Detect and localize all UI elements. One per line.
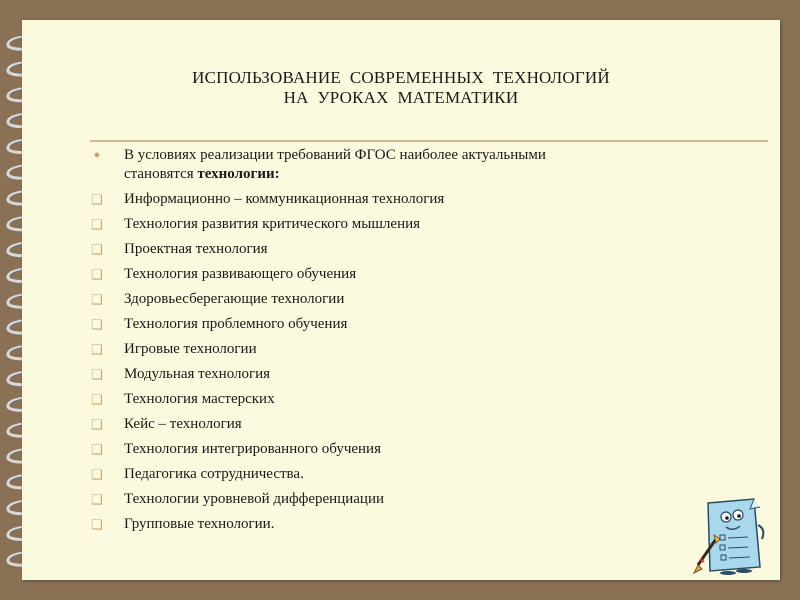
list-item xyxy=(91,390,724,409)
square-bullet-icon: ❑ xyxy=(91,492,103,507)
list-item-label: Технология проблемного обучения xyxy=(124,316,348,332)
list-item xyxy=(91,240,724,259)
square-bullet-icon: ❑ xyxy=(91,192,103,207)
divider xyxy=(90,140,768,142)
square-bullet-icon: ❑ xyxy=(91,317,103,332)
list-item xyxy=(91,440,724,459)
list-item xyxy=(91,315,724,334)
list-item xyxy=(91,515,724,534)
list-item xyxy=(91,490,724,509)
square-bullet-icon: ❑ xyxy=(91,342,103,357)
list-item xyxy=(91,190,724,209)
list-item-label: Игровые технологии xyxy=(124,341,257,357)
square-bullet-icon: ❑ xyxy=(91,217,103,232)
square-bullet-icon: ❑ xyxy=(91,517,103,532)
square-bullet-icon: ❑ xyxy=(91,367,103,382)
page-title xyxy=(22,68,780,108)
title-line-1: ИСПОЛЬЗОВАНИЕ СОВРЕМЕННЫХ ТЕХНОЛОГИЙ xyxy=(192,68,610,87)
square-bullet-icon: ❑ xyxy=(91,417,103,432)
list-item xyxy=(91,365,724,384)
square-bullet-icon: ❑ xyxy=(91,467,103,482)
list-item xyxy=(91,415,724,434)
square-bullet-icon: ❑ xyxy=(91,267,103,282)
list-item-label: Педагогика сотрудничества. xyxy=(124,466,304,482)
square-bullet-icon: ❑ xyxy=(91,242,103,257)
list-item-label: Технология интегрированного обучения xyxy=(124,441,381,457)
title-line-2: НА УРОКАХ МАТЕМАТИКИ xyxy=(283,88,519,107)
intro-item xyxy=(93,146,724,184)
list-item-label: Модульная технология xyxy=(124,366,271,382)
list-item-label: Проектная технология xyxy=(124,241,268,257)
list-item-label: Технологии уровневой дифференциации xyxy=(124,491,384,507)
intro-line-2-prefix: становятся xyxy=(124,166,198,182)
list-item-label: Технология мастерских xyxy=(124,391,275,407)
list-item xyxy=(91,265,724,284)
list-item xyxy=(91,215,724,234)
square-bullet-icon: ❑ xyxy=(91,292,103,307)
list-item xyxy=(91,290,724,309)
list-item-label: Групповые технологии. xyxy=(124,516,275,532)
intro-line-2-bold: технологии: xyxy=(197,166,280,182)
square-bullet-icon: ❑ xyxy=(91,442,103,457)
notebook-page xyxy=(22,20,780,580)
list-item-label: Здоровьесберегающие технологии xyxy=(124,291,345,307)
list-item-label: Технология развивающего обучения xyxy=(124,266,357,282)
square-bullet-icon: ❑ xyxy=(91,392,103,407)
list-item xyxy=(91,340,724,359)
list-item-label: Технология развития критического мышления xyxy=(124,216,421,232)
intro-line-1: В условиях реализации требований ФГОС наиболее актуальными xyxy=(124,147,546,163)
list-item xyxy=(91,465,724,484)
mascot-icon xyxy=(680,495,770,575)
list-item-label: Кейс – технология xyxy=(124,416,242,432)
list-item-label: Информационно – коммуникационная технология xyxy=(124,191,445,207)
circle-bullet-icon: ● xyxy=(93,149,101,161)
technology-list xyxy=(91,146,724,540)
